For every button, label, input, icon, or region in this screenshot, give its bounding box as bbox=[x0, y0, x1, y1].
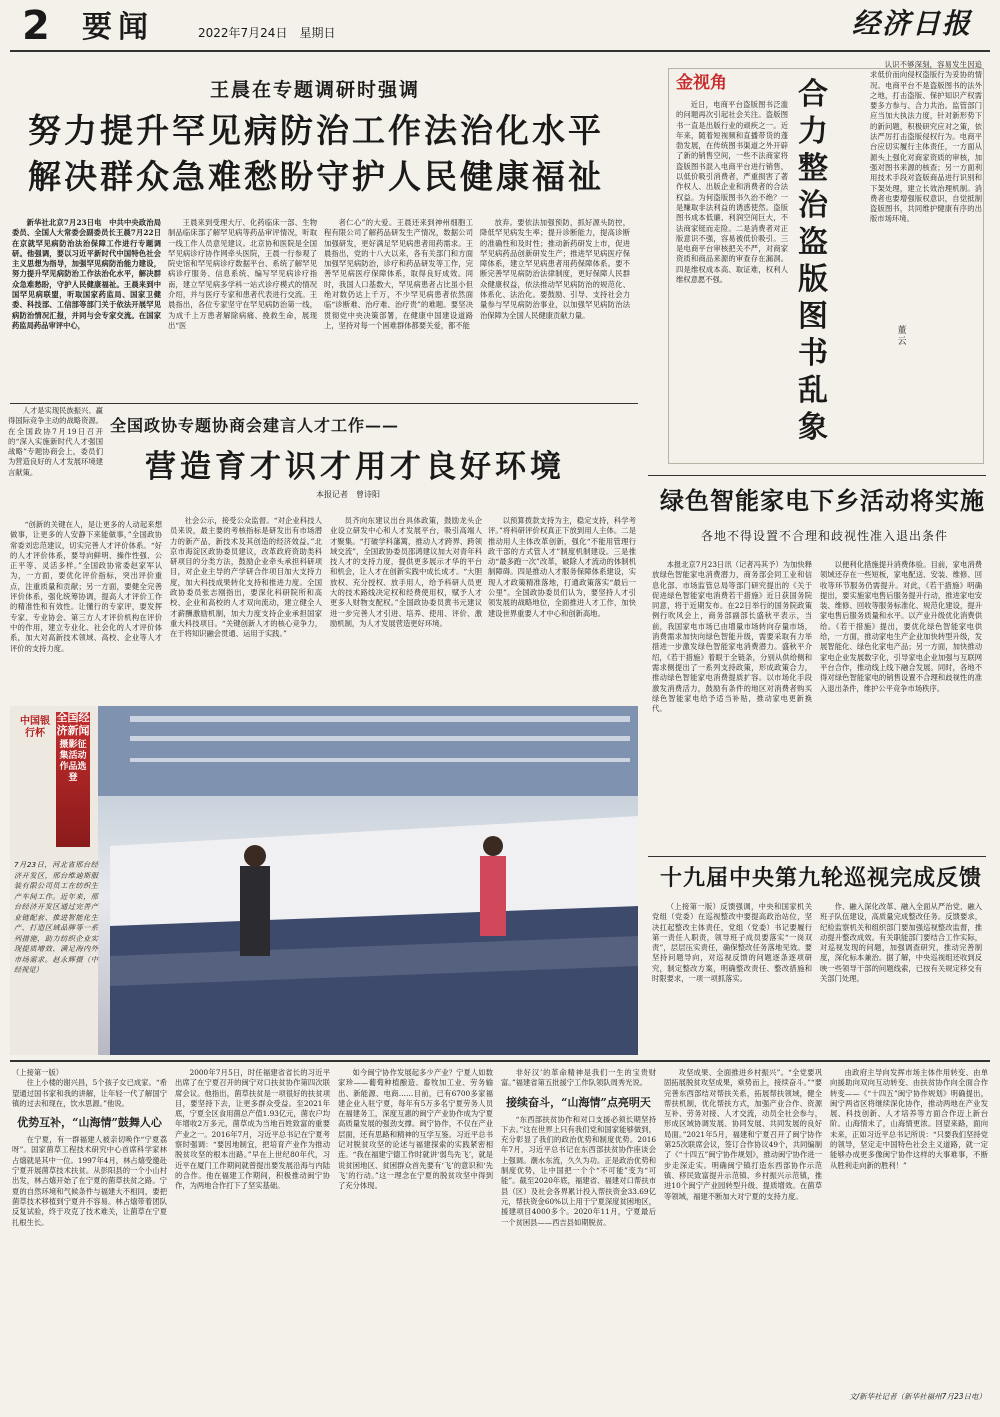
contest-banner-title: 摄影征集活动作品选登 bbox=[59, 740, 87, 783]
inspection-headline: 十九届中央第九轮巡视完成反馈 bbox=[660, 866, 983, 891]
article1-column-1: 新华社北京7月23日电 中共中央政治局委员、全国人大常委会副委员长王晨7月22日在京就罕见病防治法治保障工作进行专题调研。他强调，要以习近平新时代中国特色社会主义思想为指导，加强罕见病防治能力建设，努力提升罕见病防治工作法治化水平，解决群众急难愁盼，守护人民健康福祉。王晨来到中国罕见病联盟，听取国家药监局、国家卫健委、科技部、工信部等部门关于依法开展罕见病防治情况汇报，并同与会专家交流。在国家药监局药品审评中心， bbox=[12, 218, 161, 330]
factory-photo bbox=[10, 706, 638, 1055]
subhead-continue: 接续奋斗，“山海情”点亮明天 bbox=[506, 1095, 651, 1109]
article1-kicker: 王晨在专题调研时强调 bbox=[210, 79, 421, 101]
contest-banner-sub: 全国经济新闻 bbox=[56, 711, 90, 737]
page-number: 2 bbox=[22, 3, 50, 49]
article1-column-3: 者仁心”的大爱。王晨还来到神州细胞工程有限公司了解药品研发生产情况，数据公司加强研发，更好满足罕见病患者用药需求。王晨指出，党的十八大以来，各有关部门和方面加强罕见病防治，诊疗和药品研发等工作，完善罕见病医疗保障体系，取得良好成效。同时，我国人口基数大，罕见病患者占比虽小但绝对数仍达上千万，不少罕见病患者依然面临“诊断难、治疗难、治疗贵”的难题。要坚决贯彻党中央决策部署，在健康中国建设道路上，坚持对每一个困难群体都要关爱，都不能 bbox=[324, 218, 473, 330]
article2-lead-box: 人才是实现民族振兴、赢得国际竞争主动的战略资源。在全国政协7月19日召开的“深入实施新时代人才强国战略”专题协商会上，委员们为营造良好的人才发展环境建言献策。 bbox=[8, 406, 103, 477]
masthead-logo: 经济日报 bbox=[851, 7, 972, 40]
header-rule bbox=[10, 50, 990, 52]
factory-photo-illustration bbox=[10, 706, 638, 1055]
bottom-column-1: （上接第一版） 住上小楼的谢兴昌，5个孩子女已成家。“希望通过国书家和我的讲解，让年轻一代了解国宁镇的过去和现在，饮水思源。”他说。 优势互补，“山海情”鼓舞人心 在宁夏，有一群福建人被亲切唤作“宁夏荔呀”。国家菌草工程技术研究中心首席科学家林占熺就是其中一位。1997年4月，林占熺受邀赴宁夏开展菌草技术扶贫。从彭阳县的一个小山村出发，林占熺开始了在宁夏的菌草扶贫之路。宁夏的自然环境和气候条件与福建大不相同，要把菌草技术移植到宁夏并不容易。林占熺带着团队反复试验，终于攻克了技术难关，让菌草在宁夏扎根生长。 bbox=[12, 1068, 167, 1227]
gold-view-column-2: 认识不够深刻，容易发生因追求低价而向侵权盗版行为妥协的情况。电商平台不是盗版图书的法外之地，打击盗版、保护知识产权需要多方参与、合力共治。监管部门应当加大执法力度，针对新形势下的新问题，积极研究应对之策，依法严厉打击盗版侵权行为。电商平台应切实履行主体责任，一方面从源头上强化对商家资质的审核，加强对图书来源的核查；另一方面利用技术手段对盗版商品进行识别和下架处理，建立长效治理机制。消费者也要增强版权意识，自觉抵制盗版图书，共同维护健康有序的出版市场环境。 bbox=[870, 60, 982, 224]
bottom-column-6: 由政府主导向发挥市场主体作用转变、由单向援助向双向互动转变、由扶贫协作向全面合作转变——《“十四五”闽宁协作规划》明确提出，闽宁两省区将继续深化协作，推动两地在产业发展、科技创新、人才培养等方面合作迈上新台阶。山海情未了，山海情更浓。回望来路，面向未来，正如习近平总书记所说：“只要我们坚持党的领导，坚定走中国特色社会主义道路，就一定能够办成更多像闽宁协作这样的大事难事，不断从胜利走向新的胜利！” bbox=[830, 1068, 988, 1170]
article2-column-1: “创新的关键在人，是让更多的人动起来想做事，让更多的人安静下来能做事，”全国政协常委刘忠范建议，切实完善人才评价体系。“好的人才评价体系，要导向鲜明、操作性强、公正平等、灵活多样。”全国政协常委赵家军认为，一方面，要优化评价指标，突出评价重点，注重质量和贡献；另一方面，要健全完善评价体系，强化统筹协调，提高人才评价工作的精准性和有效性。让懂行的专家评，要发挥专家、专业协会、第三方人才评价机构在评价中的作用，建立专业化、社会化的人才评价体系，加大对高新技术领域、高校、企业等人才评价的支持力度。 bbox=[10, 520, 162, 653]
bottom-column-4: 非好汉’的革命精神是我们一生的宝贵财富。”福建省第五批援宁工作队领队周秀光说。 接续奋斗，“山海情”点亮明天 “东西部扶贫协作和对口支援必须长期坚持下去。”这在世界上只有我们党和国家能够做到，充分彰显了我们的政治优势和制度优势。2016年7月，习近平总书记在东西部扶贫协作座谈会上强调。潮水东流，久久为功。正是政治优势和制度优势，让中国把一个个“不可能”变为“可能”。截至2020年底，福建省、福建对口帮扶市县（区）及社会各界累计投入帮扶资金33.69亿元，帮扶资金60%以上用于宁夏深度贫困地区，援建项目4000多个。2020年11月，宁夏最后一个贫困县——西吉县如期脱贫。 bbox=[501, 1068, 656, 1227]
article1-headline-1: 努力提升罕见病防治工作法治化水平 bbox=[28, 111, 604, 150]
gold-view-column-1: 近日，电商平台盗版图书泛滥的问题再次引起社会关注。盗版图书一直是出版行业的顽疾之一。近年来，随着短视频和直播带货的蓬勃发展，在传统图书渠道之外开辟了新的销售空间，一些不法商家将盗版图书混入电商平台进行销售，以低价吸引消费者，严重损害了著作权人、出版企业和消费者的合法权益。为何盗版图书久治不绝？一是赚取非法利益的诱惑使然。盗版图书成本低廉、利润空间巨大，不法商家铤而走险。二是消费者对正版意识不强，容易被低价吸引。三是电商平台审核把关不严，对商家资质和商品来源的审查存在漏洞。四是维权成本高、取证难，权利人维权意愿不强。 bbox=[676, 100, 788, 285]
bottom-column-3: 如今闽宁协作发展起多少产业？宁夏人如数家珍——葡萄种植酿造、畜牧加工业、劳务输出、新能源、电商……目前，已有6700多家福建企业入驻宁夏，每年有5万多名宁夏劳务人员在福建务工，深度互惠的闽宁产业协作成为宁夏高质量发展的强劲支撑。闽宁协作，不仅在产业层面，还有思路和精神的互学互鉴。习近平总书记对脱贫攻坚的论述与福建探索的实践紧密相连。“我在福建宁德工作时就讲‘弱鸟先飞’，就是说贫困地区、贫困群众首先要有‘飞’的意识和‘先飞’的行动。”这一理念在宁夏的脱贫攻坚中得到了充分体现。 bbox=[338, 1068, 493, 1191]
gold-view-title: 合力整治盗版图书乱象 bbox=[798, 77, 828, 445]
green-appliances-column-2: 以便利化措施提升消费体验。目前，家电消费领域还存在一些短板，家电配送、安装、维修、回收等环节服务仍需提升。对此，《若干措施》明确提出，要实施家电售后服务提升行动，推进家电安装、维修、回收等服务标准化、规范化建设，提升家电售后服务质量和水平。以产业升级优化消费供给。《若干措施》提出，要优化绿色智能家电供给，一方面，推动家电生产企业加快转型升级，发展智能化、绿色化家电产品；另一方面，加快推动家电企业发展数字化，引导家电企业加强与互联网平台合作，推动线上线下融合发展。同时，各地不得对绿色智能家电的销售设置不合理和歧视性的准入退出条件，维护公平竞争市场秩序。 bbox=[820, 560, 982, 693]
bottom-section-rule bbox=[10, 1060, 990, 1062]
section-title: 要闻 bbox=[82, 10, 154, 45]
gold-view-author: 董云 bbox=[897, 326, 907, 347]
gold-view-tag: 金视角 bbox=[676, 73, 727, 93]
green-appliances-column-1: 本报北京7月23日讯（记者冯其予）为加快释放绿色智能家电消费潜力，商务部会同工业和信息化部、市场监管总局等部门研究提出的《关于促进绿色智能家电消费若干措施》近日获国务院同意，将于近期发布。在22日举行的国务院政策例行吹风会上，商务部副部长盛秋平表示，当前，我国家电市场已由增量市场转向存量市场，消费需求加快向绿色智能升级，需要采取有力举措进一步激发绿色智能家电消费潜力。盛秋平介绍，《若干措施》着眼于全链条，分别从供给侧和需求侧提出了一系列支持政策，形成政策合力，推动绿色智能家电消费提质扩容。以市场化手段激发消费活力，鼓励有条件的地区对消费者购买绿色智能家电给予适当补贴，推动家电更新换代。 bbox=[652, 560, 812, 714]
article1-divider bbox=[10, 403, 638, 404]
green-appliances-subtitle: 各地不得设置不合理和歧视性准入退出条件 bbox=[701, 529, 949, 543]
inspection-column-2: 作、融入深化改革、融入全面从严治党、融入班子队伍建设，高质量完成整改任务。反馈要求，纪检监察机关和组织部门要加强巡视整改监督，推动提升整改成效。有关职能部门要结合工作实际，对巡视发现的问题，加强调查研究，推动完善制度，深化标本兼治。据了解，中央巡视组还收到反映一些领导干部的问题线索，已按有关规定移交有关部门处理。 bbox=[820, 902, 982, 984]
green-appliances-headline: 绿色智能家电下乡活动将实施 bbox=[660, 487, 985, 515]
article-credit: 文/新华社记者（新华社福州7月23日电） bbox=[849, 1392, 986, 1401]
bottom-column-2: 2000年7月5日，时任福建省省长的习近平出席了在宁夏召开的闽宁对口扶贫协作第四次联席会议。他指出，菌草扶贫是一项很好的扶贫项目，要坚持下去，让更多群众受益。至2021年底，宁夏全区食用菌总产值1.93亿元，菌农户均年增收2万多元，菌草成为当地百姓致富的重要产业之一。2016年7月，习近平总书记在宁夏考察时强调：“要因地制宜，把培育产业作为推动脱贫攻坚的根本出路。”早在上世纪80年代，习近平在厦门工作期间就曾提出要发展沿海与内陆的合作。他在福建工作期间，积极推动闽宁协作，为两地合作打下了坚实基础。 bbox=[175, 1068, 330, 1191]
bottom-column-5: 攻坚成果、全面推进乡村振兴”。“全党要巩固拓展脱贫攻坚成果，乘势而上，接续奋斗。”“要完善东西部结对帮扶关系，拓展帮扶领域，健全帮扶机制，优化帮扶方式，加强产业合作、资源互补、劳务对接、人才交流，动员全社会参与，形成区域协调发展、协同发展、共同发展的良好局面。”2021年5月，福建和宁夏召开了闽宁协作第25次联席会议，签订合作协议49个，共同编制了《“十四五”闽宁协作规划》，推动闽宁协作进一步走深走实。明确闽宁镇打造东西部协作示范镇、移民致富提升示范镇、乡村振兴示范镇，推进10个闽宁产业园转型升级、提质增效。在菌草等领域，福建不断加大对宁夏的支持力度。 bbox=[664, 1068, 822, 1201]
contest-brand: 中国银行杯 bbox=[20, 716, 50, 739]
article2-kicker: 全国政协专题协商会建言人才工作—— bbox=[110, 416, 400, 435]
photo-caption: 7月23日，河北省邢台经济开发区，邢台维迪斯服装有限公司员工在纺织生产车间工作。近年来，邢台经济开发区通过完善产业链配套、推进智能化生产、打造区域品牌等一系列措施，助力纺织企业实现提质增效、满足海内外市场需求。赵永辉摄（中经视觉） bbox=[14, 860, 98, 974]
article2-column-2: 社会公示，接受公众监督。“对企业科技人员来说，最主要的考核指标是研发出有市场潜力的新产品，新技术及其创造的经济效益。”北京市海淀区政协委员建议，改革政府资助类科研项目的分类方法，鼓励企业牵头承担科研项目，对企业主导的产学研合作项目加大支持力度，加大科技成果转化支持和推进力度。全国政协委员张志刚指出，要深化科研院所和高校、企业和高校的人才双向流动，建立健全人才薪酬激励机制，加大力度支持企业承担国家重大科技项目。“关键创新人才的核心竞争力，在于将知识融会贯通、运用于实践。” bbox=[170, 516, 322, 639]
article1-column-2: 王晨来到受理大厅、化药临床一部、生物制品临床部了解罕见病等药品审评情况，听取一线工作人员意见建议。北京协和医院是全国罕见病诊疗协作网牵头医院，王晨一行参观了院史馆和罕见病诊疗数据平台、系统了解罕见病诊疗服务、信息系统、编写罕见病诊疗指南，建立罕见病多学科一站式诊疗模式的情况介绍，并与医疗专家和患者代表进行交流。王晨指出，各位专家坚守在罕见病防治第一线，为成千上万患者解除病痛、挽救生命，展现出“医 bbox=[168, 218, 317, 330]
article2-byline: 本报记者 曾诗阳 bbox=[316, 490, 380, 499]
article2-column-4: 以预算拨款支持为主，稳定支持，科学考评。”将科研评价权真正下放到用人主体。二是推动用人主体改革创新，强化“不能用管理行政干部的方式管人才”制度机制建设。三是推动“最多跑一次”改革，破除人才流动的体制机制障碍。四是推动人才服务保障体系建设，实现人才政策精准落地，打通政策落实“最后一公里”。全国政协委员们认为，要坚持人才引领发展的战略地位，全面推进人才工作，加快建设世界重要人才中心和创新高地。 bbox=[488, 516, 636, 618]
inspection-top-rule bbox=[648, 856, 986, 857]
article2-column-3: 员齐向东建议出台具体政策，鼓励龙头企业设立研发中心和人才发展平台，吸引高端人才聚集。“打破学科藩篱，推动人才跨界、跨领域交流”，全国政协委员邵鸿建议加大对青年科技人才的支持力度，提供更多展示才华的平台和机会，让人才在创新实践中成长成才。“大胆放权、充分授权、放手用人，给予科研人员更大的技术路线决定权和经费使用权，赋予人才更多人财物支配权。”全国政协委员黄书元建议进一步完善人才引进、培养、使用、评价、激励机制，为人才发展营造更好环境。 bbox=[330, 516, 482, 628]
subhead-advantages: 优势互补，“山海情”鼓舞人心 bbox=[17, 1116, 162, 1130]
article1-headline-2: 解决群众急难愁盼守护人民健康福祉 bbox=[28, 157, 604, 196]
green-top-rule bbox=[648, 475, 986, 476]
issue-date: 2022年7月24日 星期日 bbox=[198, 26, 336, 40]
contest-banner bbox=[56, 712, 90, 847]
article2-headline: 营造育才识才用才良好环境 bbox=[145, 449, 565, 485]
article1-column-4: 放弃。要依法加强预防，抓好源头防控，降低罕见病发生率；提升诊断能力，提高诊断的准确性和及时性；推动新药研发上市，促进罕见病药品创新研发生产；推进罕见病医疗保障体系，建立罕见病患者用药保障体系。要不断完善罕见病防治法律制度，更好保障人民群众健康权益，依法推动罕见病防治的规范化、体系化、法治化。要鼓励、引导、支持社会力量参与罕见病防治事业，以加强罕见病防治法治保障为全国人民健康贡献力量。 bbox=[480, 218, 630, 320]
inspection-column-1: （上接第一版）反馈强调，中央和国家机关党组（党委）在巡视整改中要提高政治站位，坚决扛起整改主体责任，党组（党委）书记要履行第一责任人职责，领导班子成员要落实“一岗双责”，层层压实责任，确保整改任务落地见效。要坚持问题导向，对巡视反馈的问题逐条逐项研究，制定整改方案，明确整改责任、整改措施和时限要求，一项一项抓落实。 bbox=[652, 902, 812, 984]
